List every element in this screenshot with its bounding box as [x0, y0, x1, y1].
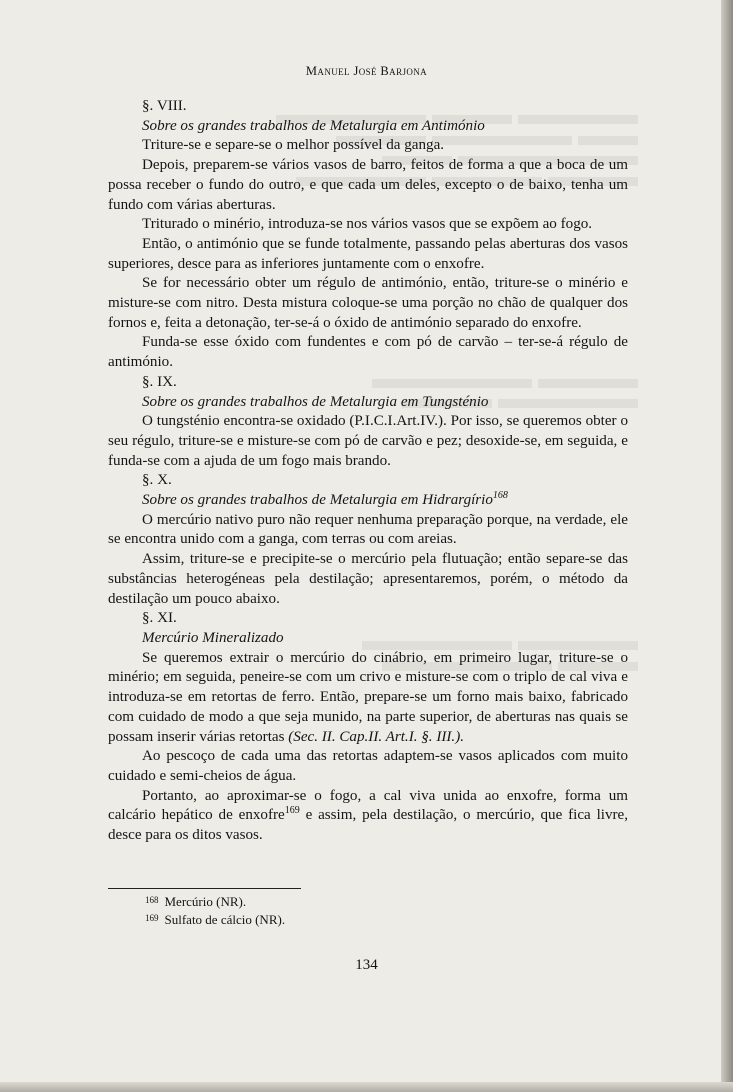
- footnote-text: Mercúrio (NR).: [164, 894, 247, 909]
- paragraph: O mercúrio nativo puro não requer nenhuma preparação porque, na verdade, ele se encontra unido com a ganga, com terras ou com areias.: [108, 511, 628, 548]
- paragraph: Depois, preparem-se vários vasos de barro, feitos de forma a que a boca de um possa receber o fundo do outro, e que cada um deles, excepto o de baixo, tenha um fundo com várias aberturas.: [108, 157, 628, 213]
- paragraph-text: Portanto, ao aproximar-se o fogo, a cal viva unida ao enxofre, forma um calcário hepático de enxofre: [108, 787, 628, 824]
- footnotes: [145, 893, 285, 929]
- section-number: §. X.: [142, 472, 172, 489]
- footnote-ref: 169: [284, 805, 300, 817]
- footnote: [145, 911, 285, 929]
- paragraph-text: e assim, pela destilação, o mercúrio, que fica livre, desce para os ditos vasos.: [108, 807, 629, 844]
- section-number: §. XI.: [142, 610, 177, 627]
- paragraph: Então, o antimónio que se funde totalmente, passando pelas aberturas dos vasos superiores, desce para as inferiores juntamente com o enxofre.: [108, 235, 628, 272]
- page-edge-shadow: [721, 0, 733, 1092]
- paragraph: Ao pescoço de cada uma das retortas adaptem-se vasos aplicados com muito cuidado e semi-cheios de água.: [108, 748, 628, 784]
- paragraph: Triture-se e separe-se o melhor possível da ganga.: [142, 137, 445, 154]
- footnote-text: Sulfato de cálcio (NR).: [164, 912, 286, 927]
- section-title: Sobre os grandes trabalhos de Metalurgia em Antimónio: [142, 117, 485, 134]
- section-title: [108, 491, 628, 511]
- section-title: Sobre os grandes trabalhos de Metalurgia em Tungsténio: [142, 393, 489, 410]
- page-number: 134: [355, 957, 378, 973]
- section-number: §. IX.: [142, 373, 177, 390]
- running-head: Manuel José Barjona: [305, 64, 428, 78]
- footnote: [145, 893, 285, 911]
- page-bottom-edge: [0, 1082, 733, 1092]
- section-number: §. VIII.: [142, 98, 187, 114]
- paragraph: O tungsténio encontra-se oxidado (P.I.C.I.Art.IV.). Por isso, se queremos obter o seu régulo, triture-se e misture-se com pó de carvão e pez; desoxide-se, em seguida, e funda-se com a ajuda de um fogo mais brando.: [108, 413, 628, 469]
- footnote-ref: 168: [492, 490, 508, 502]
- paragraph: Se for necessário obter um régulo de antimónio, então, triture-se o minério e misture-se com nitro. Desta mistura coloque-se uma porção no chão de qualquer dos fornos e, feita a detonação, ter-se-á o óxido de antimónio separado do enxofre.: [108, 275, 628, 331]
- cross-reference: (Sec. II. Cap.II. Art.I. §. III.).: [288, 728, 465, 745]
- paragraph: Funda-se esse óxido com fundentes e com pó de carvão – ter-se-á régulo de antimónio.: [108, 334, 628, 371]
- paragraph: [108, 787, 628, 846]
- text-column: [108, 97, 628, 846]
- paragraph: Triturado o minério, introduza-se nos vários vasos que se expõem ao fogo.: [142, 216, 593, 233]
- paragraph: Assim, triture-se e precipite-se o mercúrio pela flutuação; então separe-se das substâncias heterogéneas pela destilação; apresentaremos, porém, o método da destilação um pouco abaixo.: [108, 551, 628, 607]
- footnote-mark: 168: [145, 895, 159, 905]
- section-title: Mercúrio Mineralizado: [142, 629, 284, 646]
- paragraph-text: Se queremos extrair o mercúrio do cinábrio, em primeiro lugar, triture-se o minério; em seguida, peneire-se com um crivo e misture-se com o triplo de cal viva e introduza-se em retortas de ferro. Então, prepare-se um forno mais baixo, fabricado com cuidado de modo a que seja munido, na parte superior, de aberturas nas quais se possam inserir várias retortas: [108, 649, 628, 745]
- footnote-rule: [108, 888, 301, 889]
- section-title-text: Sobre os grandes trabalhos de Metalurgia em Hidrargírio: [142, 492, 493, 509]
- footnote-mark: 169: [145, 913, 159, 923]
- paragraph: [108, 649, 628, 748]
